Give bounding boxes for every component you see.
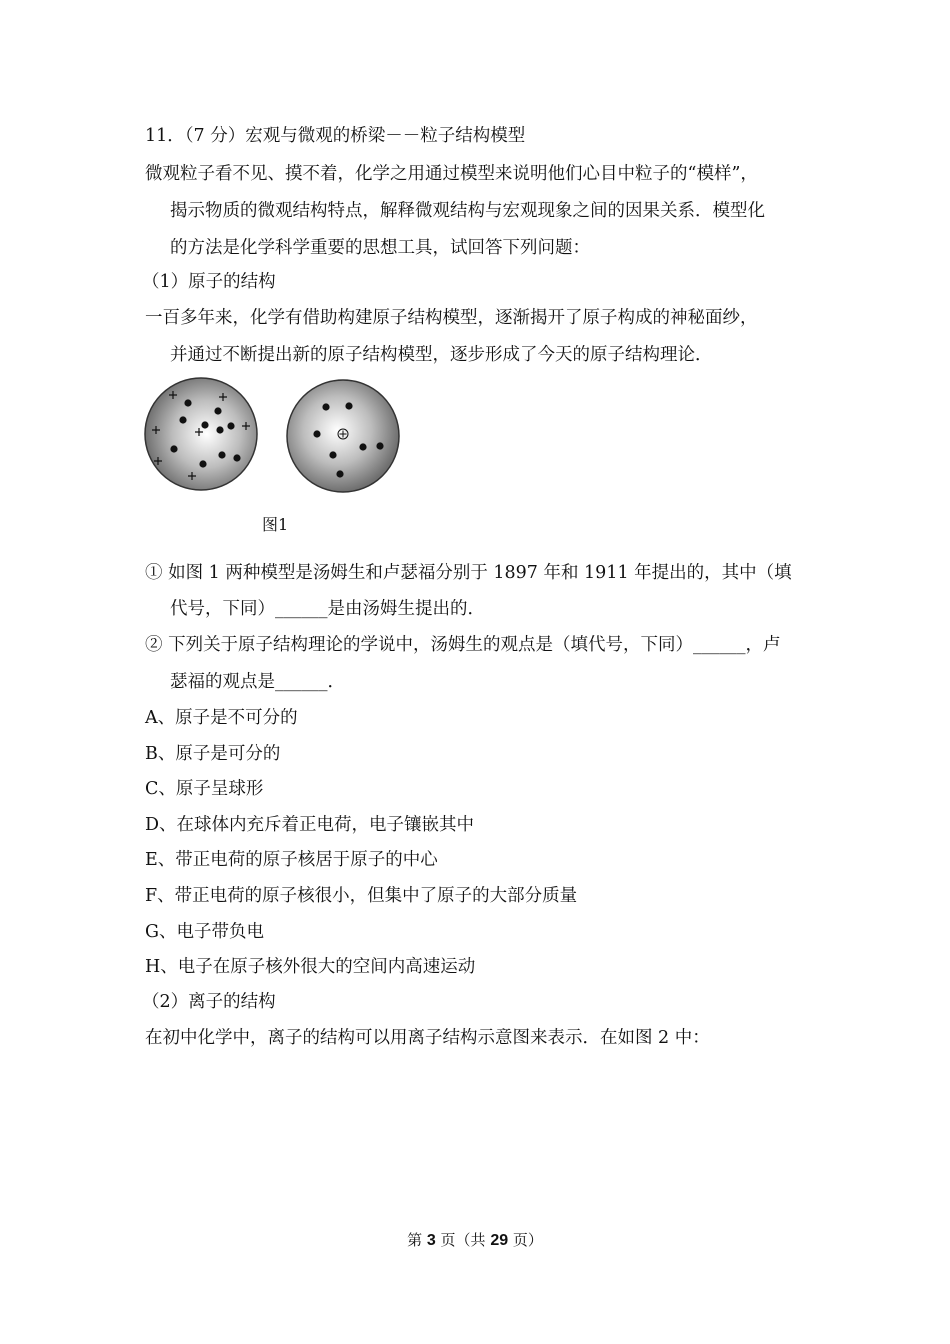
option-h: H、电子在原子核外很大的空间内高速运动 bbox=[145, 957, 476, 977]
part1-text-1: 一百多年来，化学有借助构建原子结构模型，逐渐揭开了原子构成的神秘面纱， bbox=[145, 308, 758, 328]
part1-text-2: 并通过不断提出新的原子结构模型，逐步形成了今天的原子结构理论． bbox=[170, 345, 713, 365]
rutherford-model bbox=[287, 380, 399, 492]
intro-line-2: 揭示物质的微观结构特点，解释微观结构与宏观现象之间的因果关系．模型化 bbox=[170, 201, 765, 221]
option-e: E、带正电荷的原子核居于原子的中心 bbox=[145, 850, 438, 870]
footer-prefix: 第 bbox=[407, 1231, 427, 1249]
option-a: A、原子是不可分的 bbox=[145, 708, 298, 728]
q2-line-2: 瑟福的观点是______． bbox=[170, 672, 345, 692]
option-c: C、原子呈球形 bbox=[145, 779, 264, 799]
part2-heading: （2）离子的结构 bbox=[142, 992, 276, 1012]
footer-middle: 页（共 bbox=[435, 1231, 491, 1249]
thomson-model bbox=[145, 378, 257, 490]
intro-line-1: 微观粒子看不见、摸不着，化学之用通过模型来说明他们心目中粒子的“模样”， bbox=[145, 164, 758, 184]
footer-page-number: 3 bbox=[426, 1232, 436, 1249]
option-b: B、原子是可分的 bbox=[145, 744, 281, 764]
q2-line-1: ② 下列关于原子结构理论的学说中，汤姆生的观点是（填代号，下同）______，卢 bbox=[145, 635, 781, 655]
part2-text: 在初中化学中，离子的结构可以用离子结构示意图来表示．在如图 2 中： bbox=[145, 1028, 710, 1048]
nucleus-icon bbox=[338, 429, 348, 439]
option-f: F、带正电荷的原子核很小，但集中了原子的大部分质量 bbox=[145, 886, 578, 906]
part1-heading: （1）原子的结构 bbox=[142, 272, 276, 292]
page-footer bbox=[0, 1229, 950, 1250]
figure1-caption: 图1 bbox=[262, 515, 289, 534]
footer-total-pages: 29 bbox=[490, 1232, 509, 1249]
option-d: D、在球体内充斥着正电荷，电子镶嵌其中 bbox=[145, 815, 475, 835]
footer-suffix: 页） bbox=[508, 1231, 543, 1249]
intro-line-3: 的方法是化学科学重要的思想工具，试回答下列问题： bbox=[170, 238, 590, 258]
q1-line-2: 代号，下同）______是由汤姆生提出的． bbox=[170, 599, 485, 619]
atom-models-figure bbox=[143, 376, 408, 496]
option-g: G、电子带负电 bbox=[145, 922, 264, 942]
question-title: 11．（7 分）宏观与微观的桥梁－－粒子结构模型 bbox=[145, 126, 526, 146]
q1-line-1: ① 如图 1 两种模型是汤姆生和卢瑟福分别于 1897 年和 1911 年提出的，其中（填 bbox=[145, 563, 792, 583]
